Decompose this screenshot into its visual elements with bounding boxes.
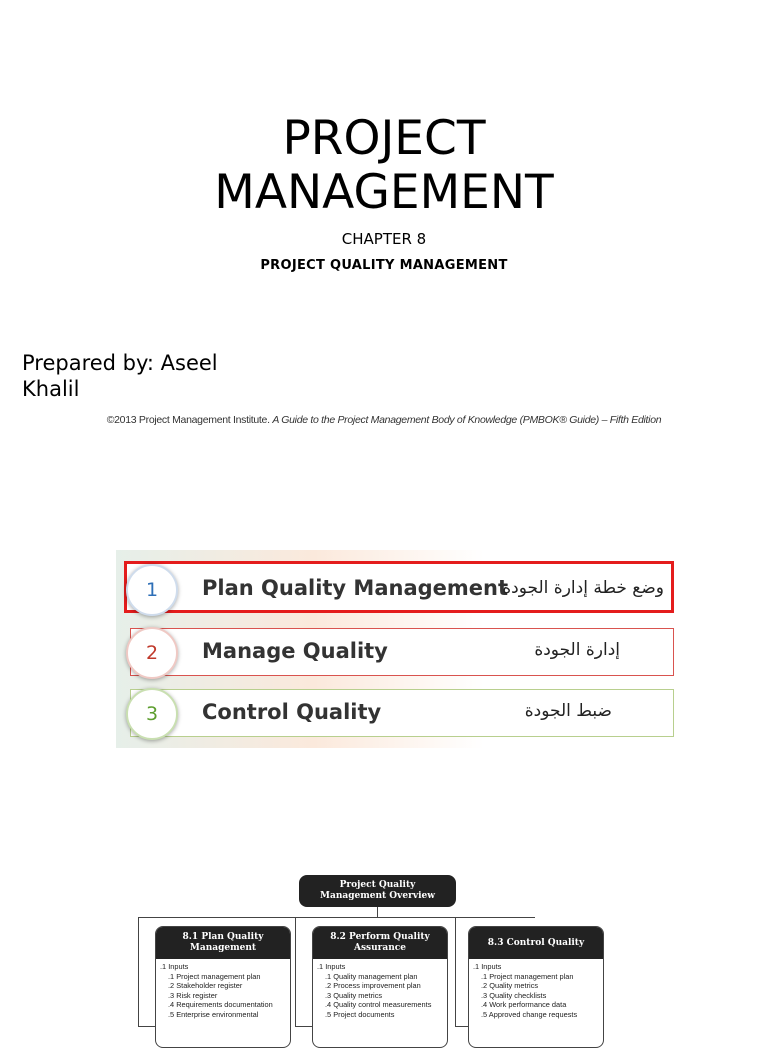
process-name: Plan Quality Management <box>202 576 509 600</box>
quality-processes-panel <box>116 550 682 748</box>
prepared-by <box>22 350 282 402</box>
prepared-line-2: Khalil <box>22 377 80 401</box>
process-column-8-2 <box>312 926 448 1048</box>
list-item: .3 Quality metrics <box>325 990 383 1000</box>
process-name: Manage Quality <box>202 639 388 663</box>
list-item: .5 Project documents <box>325 1009 395 1019</box>
list-item: .4 Work performance data <box>481 1000 567 1010</box>
document-title <box>0 112 768 220</box>
list-item: .3 Quality checklists <box>481 990 547 1000</box>
citation-italic-text: A Guide to the Project Management Body of Knowledge (PMBOK® Guide) – Fifth Edition <box>272 414 662 426</box>
list-item: .1 Project management plan <box>481 971 574 981</box>
connector-line <box>295 917 296 1027</box>
process-column-8-3 <box>468 926 604 1048</box>
list-item: .1 Quality management plan <box>325 971 418 981</box>
list-item: .5 Enterprise environmental <box>168 1009 259 1019</box>
title-line-1: PROJECT <box>282 111 486 166</box>
process-number-badge: 3 <box>126 688 178 740</box>
chapter-subtitle: PROJECT QUALITY MANAGEMENT <box>260 258 508 273</box>
quality-management-overview-diagram <box>0 860 768 1024</box>
process-input-list <box>469 959 603 1020</box>
process-arabic-name: ضبط الجودة <box>524 701 612 721</box>
connector-line <box>138 917 535 918</box>
process-arabic-name: وضع خطة إدارة الجودة <box>502 578 664 598</box>
process-input-list <box>156 959 290 1020</box>
list-heading: .1 Inputs <box>160 962 189 971</box>
connector-line <box>295 1026 312 1027</box>
list-item: .4 Quality control measurements <box>325 1000 432 1010</box>
list-item: .1 Project management plan <box>168 971 261 981</box>
process-name: Control Quality <box>202 700 382 724</box>
process-arabic-name: إدارة الجودة <box>534 640 620 660</box>
connector-line <box>138 1026 155 1027</box>
process-input-list <box>313 959 447 1020</box>
list-heading: .1 Inputs <box>317 962 346 971</box>
prepared-line-1: Prepared by: Aseel <box>22 351 218 375</box>
process-column-title: 8.3 Control Quality <box>469 927 603 959</box>
list-item: .2 Process improvement plan <box>325 981 421 991</box>
process-number-badge: 2 <box>126 627 178 679</box>
overview-title-box: Project Quality Management Overview <box>299 875 456 907</box>
list-item: .5 Approved change requests <box>481 1009 578 1019</box>
title-line-2: MANAGEMENT <box>214 165 554 220</box>
connector-line <box>138 917 139 1027</box>
process-number-badge: 1 <box>126 564 178 616</box>
list-heading: .1 Inputs <box>473 962 502 971</box>
list-item: .4 Requirements documentation <box>168 1000 273 1010</box>
list-item: .2 Quality metrics <box>481 981 539 991</box>
pmbok-citation <box>0 414 768 426</box>
process-column-title: 8.2 Perform Quality Assurance <box>313 927 447 959</box>
list-item: .3 Risk register <box>168 990 218 1000</box>
connector-line <box>377 907 378 917</box>
process-column-title: 8.1 Plan Quality Management <box>156 927 290 959</box>
connector-line <box>455 1026 468 1027</box>
citation-text: ©2013 Project Management Institute. <box>106 414 273 426</box>
process-column-8-1 <box>155 926 291 1048</box>
list-item: .2 Stakeholder register <box>168 981 243 991</box>
chapter-label: CHAPTER 8 <box>341 230 427 248</box>
connector-line <box>455 917 456 1027</box>
